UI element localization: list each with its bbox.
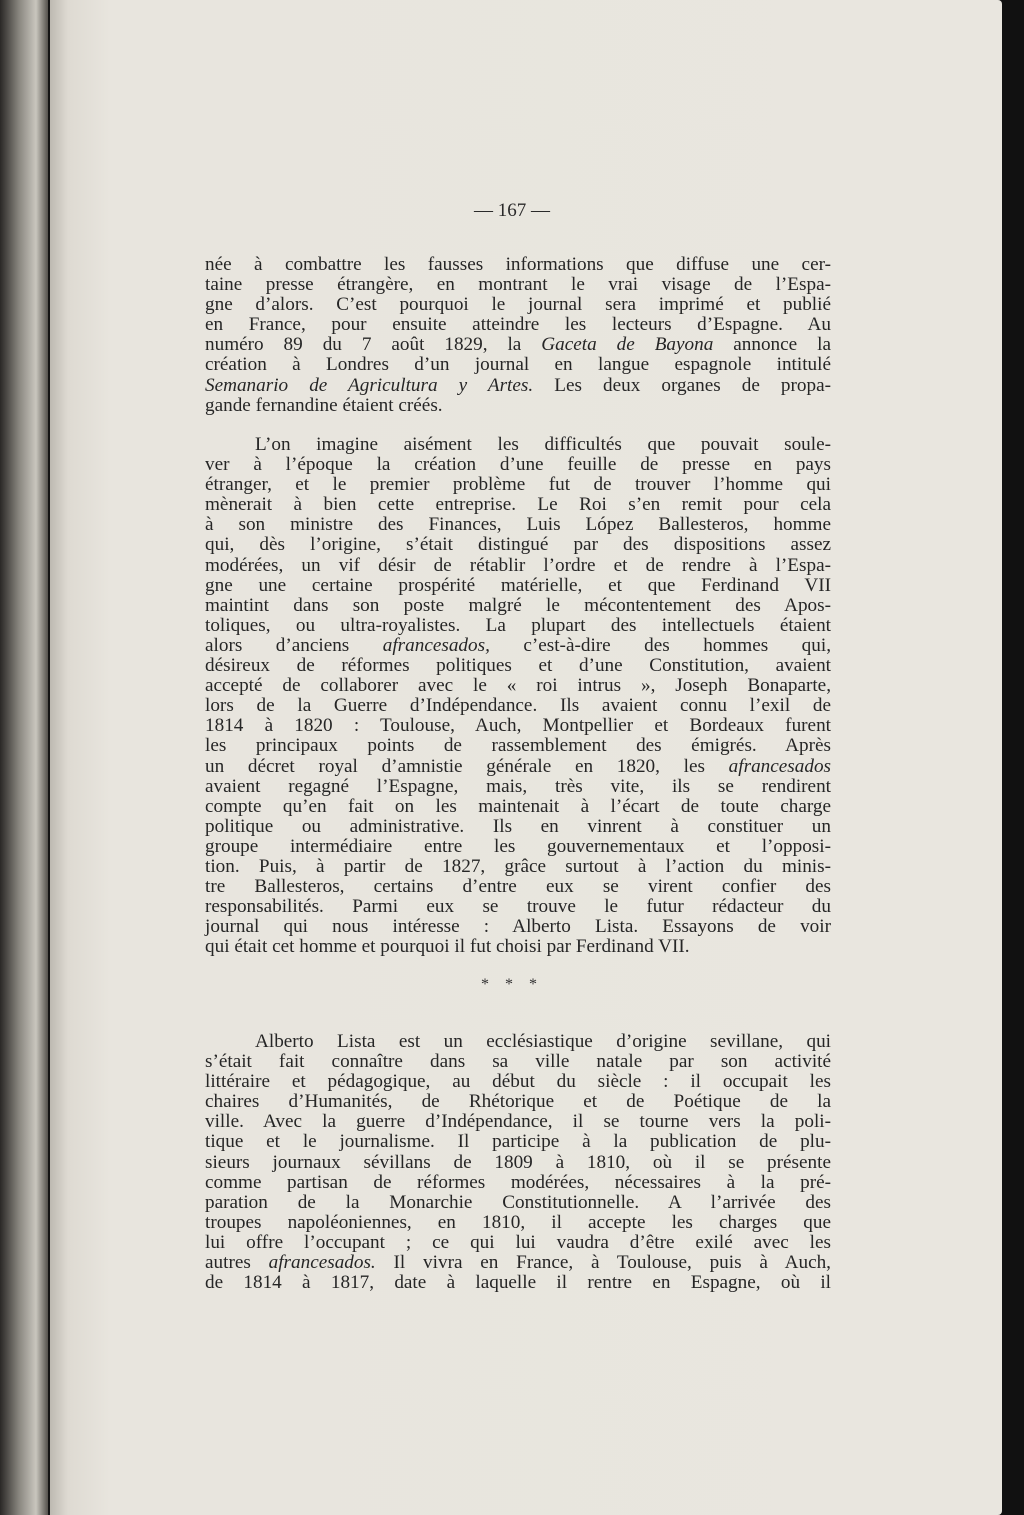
text-run: accepté de collaborer avec le « roi intrus », Joseph Bonaparte,: [205, 675, 831, 697]
text-run: tion. Puis, à partir de 1827, grâce surtout à l’action du minis-: [205, 855, 831, 877]
text-line: [205, 556, 831, 576]
text-line: [205, 435, 831, 455]
text-line: [205, 897, 831, 917]
text-run: troupes napoléoniennes, en 1810, il accepte les charges que: [205, 1211, 831, 1233]
text-run: ver à l’époque la création d’une feuille de presse en pays: [205, 454, 831, 476]
text-run: 1814 à 1820 : Toulouse, Auch, Montpellier et Bordeaux furent: [205, 715, 831, 737]
text-run: s’était fait connaître dans sa ville natale par son activité: [205, 1051, 831, 1073]
text-run: mènerait à bien cette entreprise. Le Roi s’en remit pour cela: [205, 494, 831, 516]
text-run: gne d’alors. C’est pourquoi le journal sera imprimé et publié: [205, 294, 831, 316]
text-run: qui, dès l’origine, s’était distingué par des dispositions assez: [205, 534, 831, 556]
page-number: — 167 —: [474, 200, 550, 221]
text-run: désireux de réformes politiques et d’une Constitution, avaient: [205, 655, 831, 677]
text-line: [205, 1052, 831, 1072]
text-run: les principaux points de rassemblement des émigrés. Après: [205, 735, 831, 757]
text-line: [205, 315, 831, 335]
text-run: responsabilités. Parmi eux se trouve le futur rédacteur du: [205, 896, 831, 918]
text-line: [205, 335, 831, 355]
italic-title: Semanario de Agricultura y Artes.: [205, 374, 534, 396]
text-line: [205, 1273, 831, 1293]
text-run: création à Londres d’un journal en langue espagnole intitulé: [205, 354, 831, 376]
paragraph-2: [205, 435, 831, 957]
text-run: un décret royal d’amnistie générale en 1820, les: [205, 755, 729, 777]
text-line: [205, 495, 831, 515]
text-line: [205, 1072, 831, 1092]
text-run: née à combattre les fausses informations que diffuse une cer-: [205, 254, 831, 275]
left-page-edge: [0, 0, 48, 1515]
text-run: paration de la Monarchie Constitutionnelle. A l’arrivée des: [205, 1191, 831, 1213]
text-run: comme partisan de réformes modérées, nécessaires à la pré-: [205, 1171, 831, 1193]
text-line: [205, 1092, 831, 1112]
text-line: [205, 376, 831, 396]
text-run: lors de la Guerre d’Indépendance. Ils avaient connu l’exil de: [205, 695, 831, 717]
text-line: [205, 535, 831, 555]
paragraph-1: [205, 255, 831, 416]
text-run: littéraire et pédagogique, au début du siècle : il occupait les: [205, 1071, 831, 1093]
text-run: tique et le journalisme. Il participe à la publication de plu-: [205, 1131, 831, 1153]
text-line: [205, 515, 831, 535]
text-run: maintint dans son poste malgré le mécontentement des Apos-: [205, 594, 831, 616]
text-line: [205, 1193, 831, 1213]
italic-title: Gaceta de Bayona: [541, 334, 714, 356]
text-line: [205, 1173, 831, 1193]
text-line: [205, 295, 831, 315]
text-line: [205, 1213, 831, 1233]
text-run: Il vivra en France, à Toulouse, puis à Auch,: [375, 1252, 831, 1274]
text-run: étranger, et le premier problème fut de trouver l’homme qui: [205, 474, 831, 496]
text-run: annonce la: [713, 334, 831, 356]
text-run: Alberto Lista est un ecclésiastique d’origine sevillane, qui: [255, 1031, 831, 1052]
italic-title: afrancesados: [728, 755, 831, 777]
text-line: [205, 1153, 831, 1173]
text-line: [205, 576, 831, 596]
text-run: tre Ballesteros, certains d’entre eux se virent confier des: [205, 876, 831, 898]
text-line: [205, 777, 831, 797]
text-run: chaires d’Humanités, de Rhétorique et de Poétique de la: [205, 1091, 831, 1113]
text-run: alors d’anciens: [205, 634, 383, 656]
text-run: compte qu’en fait on les maintenait à l’écart de toute charge: [205, 795, 831, 817]
italic-title: afrancesados,: [382, 634, 490, 656]
text-run: sieurs journaux sévillans de 1809 à 1810, où il se présente: [205, 1151, 831, 1173]
page-background-edge: [1002, 0, 1024, 1515]
text-run: L’on imagine aisément les difficultés que pouvait soule-: [255, 434, 831, 455]
text-line: [205, 455, 831, 475]
text-line: [205, 877, 831, 897]
text-run: autres: [205, 1252, 269, 1274]
text-line: [205, 696, 831, 716]
text-run: c’est-à-dire des hommes qui,: [489, 634, 831, 656]
text-line: [205, 937, 831, 957]
text-run: Les deux organes de propa-: [533, 374, 831, 396]
text-line: [205, 475, 831, 495]
text-line: [205, 1132, 831, 1152]
text-line: [205, 656, 831, 676]
text-run: politique ou administrative. Ils en vinrent à constituer un: [205, 815, 831, 837]
text-line: [205, 817, 831, 837]
text-run: groupe intermédiaire entre les gouvernementaux et l’opposi-: [205, 835, 831, 857]
text-run: qui était cet homme et pourquoi il fut choisi par Ferdinand VII.: [205, 936, 690, 958]
text-line: [205, 1032, 831, 1052]
text-line: [205, 616, 831, 636]
text-line: [205, 736, 831, 756]
text-line: [205, 1233, 831, 1253]
text-run: modérées, un vif désir de rétablir l’ordre et de rendre à l’Espa-: [205, 554, 831, 576]
text-run: à son ministre des Finances, Luis López Ballesteros, homme: [205, 514, 831, 536]
text-line: [205, 797, 831, 817]
text-run: gne une certaine prospérité matérielle, et que Ferdinand VII: [205, 574, 831, 596]
text-line: [205, 596, 831, 616]
text-line: [205, 1112, 831, 1132]
text-line: [205, 355, 831, 375]
text-line: [205, 255, 831, 275]
text-line: [205, 275, 831, 295]
italic-title: afrancesados.: [268, 1252, 376, 1274]
text-run: ville. Avec la guerre d’Indépendance, il se tourne vers la poli-: [205, 1111, 831, 1133]
text-run: taine presse étrangère, en montrant le vrai visage de l’Espa-: [205, 274, 831, 296]
text-run: gande fernandine étaient créés.: [205, 394, 443, 416]
text-line: [205, 676, 831, 696]
text-run: toliques, ou ultra-royalistes. La plupart des intellectuels étaient: [205, 614, 831, 636]
text-run: avaient regagné l’Espagne, mais, très vite, ils se rendirent: [205, 775, 831, 797]
text-line: [205, 1253, 831, 1273]
section-separator: * * *: [481, 976, 543, 993]
text-run: numéro 89 du 7 août 1829, la: [205, 334, 542, 356]
text-line: [205, 396, 831, 416]
text-line: [205, 757, 831, 777]
paragraph-3: [205, 1032, 831, 1293]
text-run: journal qui nous intéresse : Alberto Lista. Essayons de voir: [205, 916, 831, 938]
text-line: [205, 716, 831, 736]
text-run: lui offre l’occupant ; ce qui lui vaudra d’être exilé avec les: [205, 1231, 831, 1253]
text-line: [205, 837, 831, 857]
text-run: de 1814 à 1817, date à laquelle il rentre en Espagne, où il: [205, 1272, 831, 1294]
text-run: en France, pour ensuite atteindre les lecteurs d’Espagne. Au: [205, 314, 831, 336]
text-line: [205, 857, 831, 877]
text-line: [205, 636, 831, 656]
text-line: [205, 917, 831, 937]
